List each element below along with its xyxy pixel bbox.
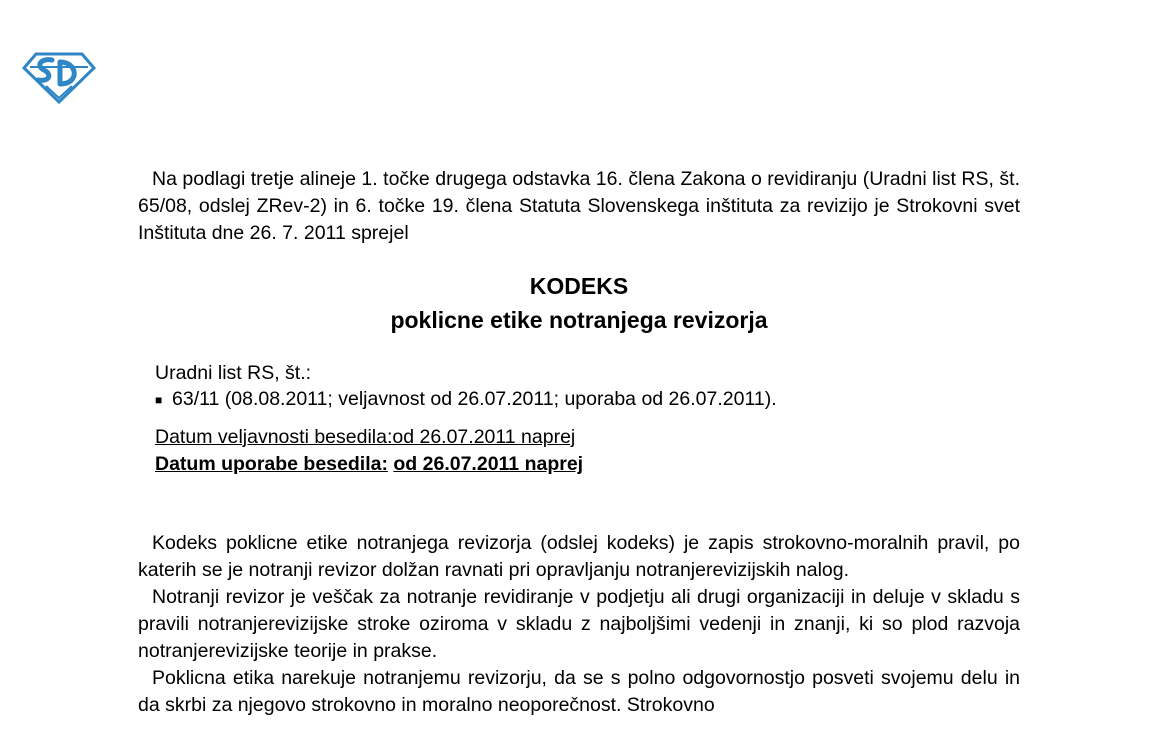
usage-label: Datum uporabe besedila: [155,452,388,475]
usage-date [155,451,1020,478]
body-paragraph-3: Poklicna etika narekuje notranjemu revizorju, da se s polno odgovornostjo posveti svojemu delu in da skrbi za njegovo strokovno in moralno neoporečnost. Strokovno [138,666,1020,716]
body-paragraph-1: Kodeks poklicne etike notranjega revizorja (odslej kodeks) je zapis strokovno-moralnih pravil, po katerih se je notranji revizor dolžan ravnati pri opravljanju notranjerevizijskih nalog. [138,531,1020,581]
gazette-label: Uradni list RS, št.: [155,362,312,384]
document-title [138,269,1020,337]
usage-value: od 26.07.2011 naprej [393,452,584,475]
body-paragraph-2: Notranji revizor je veščak za notranje revidiranje v podjetju ali drugi organizaciji in deluje v skladu s pravili notranjerevizijske stroke oziroma v skladu z najboljšimi vedenji in znanji, ki so plod razvoja notranjerevizijske teorije in prakse. [138,585,1020,662]
validity-value: od 26.07.2011 naprej [392,425,576,448]
title-line-2: poklicne etike notranjega revizorja [390,307,768,333]
document-page [138,166,1020,719]
gazette-info [155,360,1020,413]
gazette-entry [155,386,1020,413]
intro-paragraph: Na podlagi tretje alineje 1. točke drugega odstavka 16. člena Zakona o revidiranju (Uradni list RS, št. 65/08, odslej ZRev-2) in 6. točke 19. člena Statuta Slovenskega inštituta za revizijo je Strokovni svet Inštituta dne 26. 7. 2011 sprejel [138,168,1020,244]
gazette-entry-text: 63/11 (08.08.2011; veljavnost od 26.07.2011; uporaba od 26.07.2011). [172,388,777,410]
sd-logo-icon [22,50,96,104]
validity-label: Datum veljavnosti besedila: [155,425,393,448]
title-line-1: KODEKS [529,273,629,299]
dates-block [155,424,1020,478]
bullet-icon: ■ [155,392,163,407]
body-text [138,530,1020,719]
validity-date [155,424,1020,451]
